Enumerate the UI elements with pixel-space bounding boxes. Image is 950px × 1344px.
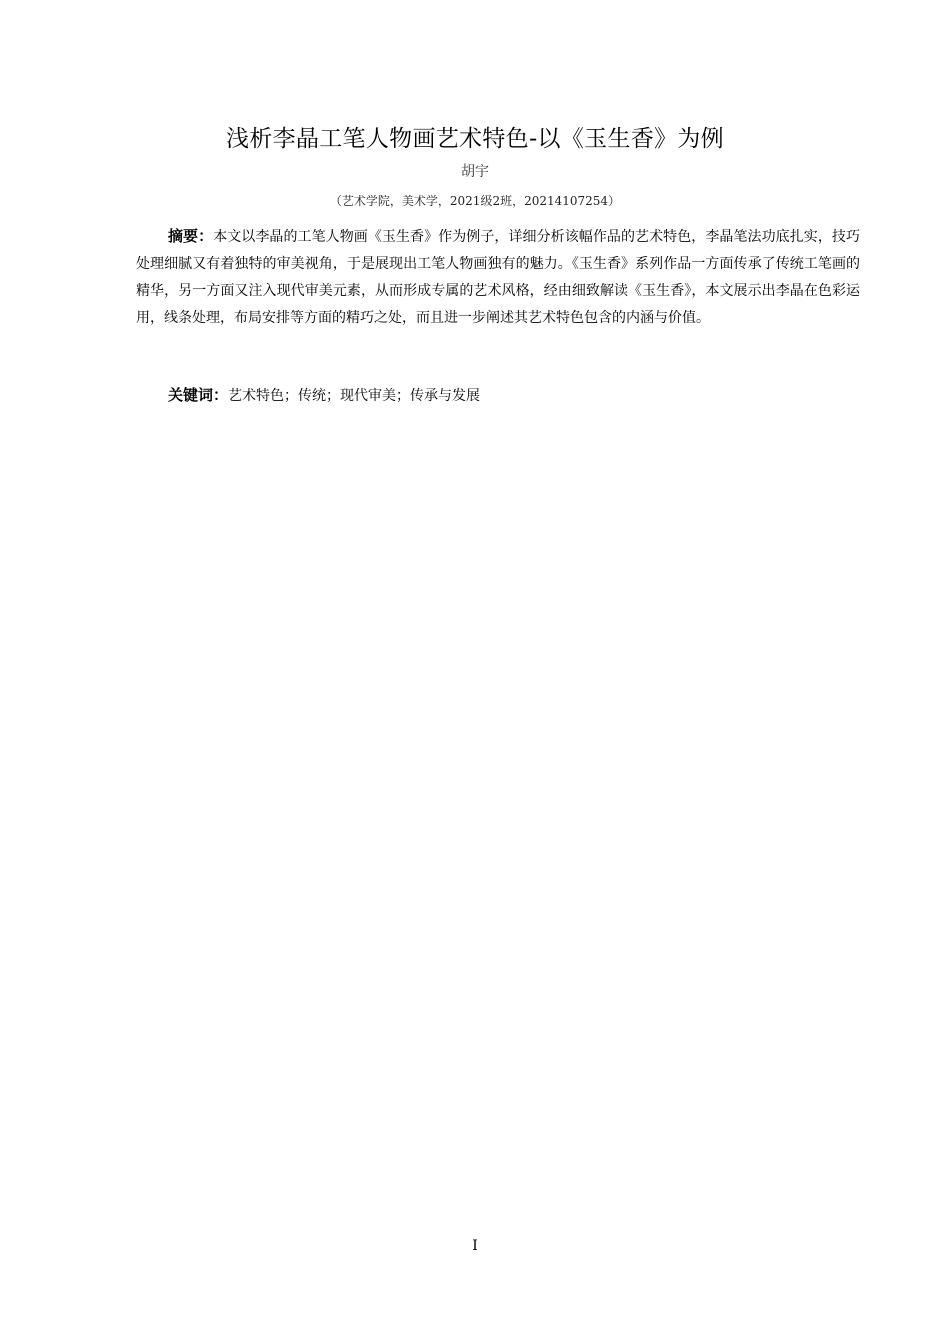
- keywords-text: 艺术特色；传统；现代审美；传承与发展: [228, 388, 481, 404]
- keywords-line: [168, 382, 858, 410]
- page-number: I: [472, 1238, 478, 1254]
- abstract-label: 摘要：: [168, 227, 214, 245]
- paper-title: 浅析李晶工笔人物画艺术特色-以《玉生香》为例: [226, 126, 724, 152]
- author-name: 胡宇: [461, 164, 489, 180]
- keywords-label: 关键词：: [168, 386, 229, 404]
- abstract-paragraph: [136, 223, 860, 332]
- author-affiliation: （艺术学院，美术学，2021级2班，20214107254）: [329, 194, 621, 208]
- abstract-text: 本文以李晶的工笔人物画《玉生香》作为例子，详细分析该幅作品的艺术特色，李晶笔法功底扎实，技巧处理细腻又有着独特的审美视角，于是展现出工笔人物画独有的魅力。《玉生香》系列作品一方面传承了传统工笔画的精华，另一方面又注入现代审美元素，从而形成专属的艺术风格，经由细致解读《玉生香》，本文展示出李晶在色彩运用，线条处理，布局安排等方面的精巧之处，而且进一步阐述其艺术特色包含的内涵与价值。: [136, 229, 860, 326]
